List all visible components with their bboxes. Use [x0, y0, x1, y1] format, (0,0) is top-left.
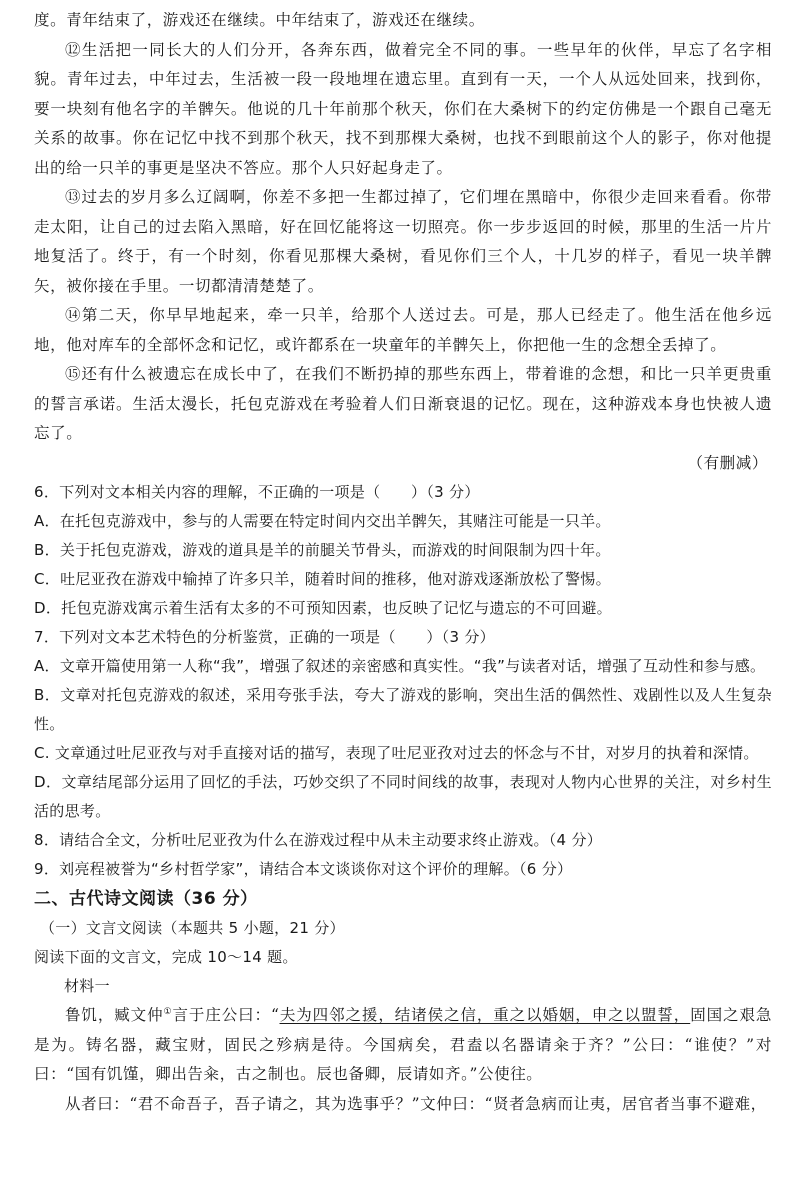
question-9: 9．刘亮程被誉为“乡村哲学家”，请结合本文谈谈你对这个评价的理解。（6 分）: [34, 860, 573, 878]
story-paragraph-14: ⑭第二天，你早早地起来，牵一只羊，给那个人送过去。可是，那人已经走了。他生活在他乡远地，他对库车的全部怀念和记忆，或许都系在一块童年的羊髀矢上，你把他一生的念想全丢掉了。: [34, 306, 772, 354]
classical-p1-after: 固国之艰急是为。铸名器，藏宝财，固民之殄病是待。今国病矣，君盍以名器请籴于齐？”公曰：“谁使？”对曰：“国有饥馑，卿出告籴，古之制也。辰也备卿，辰请如齐。”公使往。: [34, 1006, 772, 1083]
question-7: [34, 623, 772, 826]
section-2: [34, 884, 772, 1119]
question-7-stem: 7．下列对文本艺术特色的分析鉴赏，正确的一项是（ ）（3 分）: [34, 628, 495, 646]
section-2-instruction: 阅读下面的文言文，完成 10～14 题。: [34, 948, 298, 966]
question-6-option-c: C．吐尼亚孜在游戏中输掉了许多只羊，随着时间的推移，他对游戏逐渐放松了警惕。: [34, 570, 611, 588]
material-1-label: 材料一: [64, 977, 110, 995]
question-6-option-d: D．托包克游戏寓示着生活有太多的不可预知因素，也反映了记忆与遗忘的不可回避。: [34, 599, 612, 617]
question-7-option-d: D．文章结尾部分运用了回忆的手法，巧妙交织了不同时间线的故事，表现对人物内心世界的关注，对乡村生活的思考。: [34, 773, 772, 820]
question-7-option-a: A．文章开篇使用第一人称“我”，增强了叙述的亲密感和真实性。“我”与读者对话，增强了互动性和参与感。: [34, 657, 766, 675]
question-6-option-a: A．在托包克游戏中，参与的人需要在特定时间内交出羊髀矢，其赌注可能是一只羊。: [34, 512, 611, 530]
story-continuation: 度。青年结束了，游戏还在继续。中年结束了，游戏还在继续。: [34, 11, 485, 29]
question-6-option-b: B．关于托包克游戏，游戏的道具是羊的前腿关节骨头，而游戏的时间限制为四十年。: [34, 541, 611, 559]
underlined-sentence: 夫为四邻之援，结诸侯之信，重之以婚姻，申之以盟誓，: [279, 1006, 691, 1024]
section-2-title: 二、古代诗文阅读（36 分）: [34, 889, 258, 909]
question-7-option-b: B．文章对托包克游戏的叙述，采用夸张手法，夸大了游戏的影响，突出生活的偶然性、戏剧性以及人生复杂性。: [34, 686, 772, 733]
story-paragraph-12: ⑫生活把一同长大的人们分开，各奔东西，做着完全不同的事。一些早年的伙伴，早忘了名字相貌。青年过去，中年过去，生活被一段一段地埋在遗忘里。直到有一天，一个人从远处回来，找到你，要一块刻有他名字的羊髀矢。他说的几十年前那个秋天，你们在大桑树下的约定仿佛是一个跟自己毫无关系的故事。你在记忆中找不到那个秋天，找不到那棵大桑树，也找不到眼前这个人的影子，你对他提出的给一只羊的事更是坚决不答应。那个人只好起身走了。: [34, 40, 772, 177]
question-7-option-c: C. 文章通过吐尼亚孜与对手直接对话的描写，表现了吐尼亚孜对过去的怀念与不甘，对岁月的执着和深情。: [34, 744, 759, 762]
classical-paragraph-1: [34, 1001, 772, 1090]
story-text: [34, 6, 772, 478]
question-8: 8．请结合全文，分析吐尼亚孜为什么在游戏过程中从未主动要求终止游戏。（4 分）: [34, 831, 603, 849]
story-paragraph-15: ⑮还有什么被遗忘在成长中了，在我们不断扔掉的那些东西上，带着谁的念想，和比一只羊更贵重的誓言承诺。生活太漫长，托包克游戏在考验着人们日渐衰退的记忆。现在，这种游戏本身也快被人遗忘了。: [34, 365, 772, 442]
classical-p1-mid: 言于庄公曰：“: [172, 1006, 280, 1024]
questions-8-9: [34, 826, 772, 884]
classical-p1-before: 鲁饥，臧文仲: [65, 1006, 164, 1024]
abridged-note: （有删减）: [687, 453, 768, 472]
story-paragraph-13: ⑬过去的岁月多么辽阔啊，你差不多把一生都过掉了，它们埋在黑暗中，你很少走回来看看。你带走太阳，让自己的过去陷入黑暗，好在回忆能将这一切照亮。你一步步返回的时候，那里的生活一片片地复活了。终于，有一个时刻，你看见那棵大桑树，看见你们三个人，十几岁的样子，看见一块羊髀矢，被你接在手里。一切都清清楚楚了。: [34, 188, 772, 295]
classical-text: [34, 1001, 772, 1119]
section-2-subtitle: （一）文言文阅读（本题共 5 小题，21 分）: [40, 919, 345, 937]
footnote-marker: ①: [163, 1006, 173, 1017]
question-6-stem: 6．下列对文本相关内容的理解，不正确的一项是（ ）（3 分）: [34, 483, 480, 501]
question-6: [34, 478, 772, 623]
classical-paragraph-2: 从者曰：“君不命吾子，吾子请之，其为选事乎？”文仲曰：“贤者急病而让夷，居官者当事不避难，: [65, 1094, 767, 1113]
